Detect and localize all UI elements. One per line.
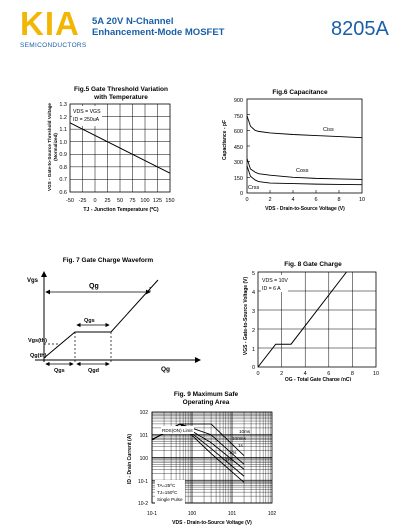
fig6-y-tick-label: 900 bbox=[233, 98, 243, 104]
fig9-y-tick-label: 101 bbox=[139, 433, 148, 439]
fig9-y-tick-label: 10-2 bbox=[137, 501, 148, 507]
fig9-x-tick-label: 100 bbox=[187, 511, 197, 517]
fig6-chart bbox=[210, 84, 416, 219]
fig9-y-tick-label: 10-1 bbox=[137, 479, 148, 485]
fig5-xlabel: TJ - Junction Temperature (ºC) bbox=[83, 207, 159, 213]
fig9-y-tick-label: 102 bbox=[139, 410, 148, 416]
fig9-condition-2: TJ=150ºC bbox=[157, 490, 178, 495]
fig9-rds-label: RDS(ON) Limit bbox=[162, 428, 193, 433]
fig5-x-tick-label: 100 bbox=[140, 198, 150, 204]
fig6-x-tick-label: 10 bbox=[358, 197, 366, 203]
fig5-y-tick-labels bbox=[59, 102, 67, 196]
fig5-y-tick-label: 0.8 bbox=[59, 165, 67, 171]
product-title-line1: 5A 20V N-Channel bbox=[92, 16, 174, 27]
fig8-ylabel: VGS - Gate-to-Source Voltage (V) bbox=[243, 276, 249, 356]
fig9-label-1s: 1s bbox=[238, 443, 243, 448]
fig9-condition-3: Single Pulse bbox=[157, 497, 183, 502]
fig6-x-tick-label: 4 bbox=[291, 197, 295, 203]
fig8-title: Fig. 8 Gate Charge bbox=[284, 261, 342, 268]
fig6-y-tick-label: 0 bbox=[239, 191, 243, 197]
fig8-condition-1: VDS = 10V bbox=[262, 278, 288, 284]
fig5-chart bbox=[0, 78, 208, 223]
logo-text: KIA bbox=[20, 5, 80, 42]
fig8-condition-2: ID = 6 A bbox=[262, 286, 281, 292]
fig9-title-line2: Operating Area bbox=[182, 399, 230, 406]
fig5-y-tick-label: 1.2 bbox=[59, 115, 67, 121]
fig6-y-tick-label: 750 bbox=[233, 114, 243, 120]
fig6-xlabel: VDS - Drain-to-Source Voltage (V) bbox=[265, 206, 345, 212]
fig5-x-tick-label: 150 bbox=[165, 198, 175, 204]
fig5-y-tick-label: 0.6 bbox=[59, 190, 67, 196]
fig8-y-tick-label: 2 bbox=[251, 328, 255, 334]
fig9-label-10ms: 10ms bbox=[239, 429, 251, 434]
fig5-title-line2: with Temperature bbox=[94, 94, 148, 101]
fig6-label-ciss: Ciss bbox=[323, 127, 334, 133]
fig5-title-line1: Fig.5 Gate Threshold Variation bbox=[74, 86, 168, 93]
fig6-series-line bbox=[247, 116, 362, 138]
fig5-condition-2: ID = 250uA bbox=[73, 117, 100, 123]
fig6-x-tick-labels bbox=[245, 197, 365, 203]
fig6-series bbox=[247, 116, 362, 185]
fig8-y-tick-label: 0 bbox=[251, 365, 255, 371]
fig8-chart bbox=[225, 256, 416, 381]
fig7-qgs-label: Qgs bbox=[54, 368, 65, 374]
fig5-condition-1: VDS = VGS bbox=[73, 109, 101, 115]
fig7-vgsth-label: Vgs(th) bbox=[28, 338, 47, 344]
fig5-x-tick-label: 25 bbox=[104, 198, 111, 204]
fig9-y-tick-labels bbox=[138, 410, 148, 507]
fig5-y-tick-label: 0.7 bbox=[59, 177, 67, 183]
fig6-y-tick-label: 450 bbox=[233, 145, 243, 151]
fig6-y-tick-labels bbox=[234, 98, 243, 197]
fig5-x-tick-label: -50 bbox=[66, 198, 74, 204]
fig5-ylabel-line2: (Normalized) bbox=[53, 133, 58, 161]
fig5-x-tick-labels bbox=[66, 198, 175, 204]
fig6-x-tick-label: 8 bbox=[337, 197, 341, 203]
fig6-y-tick-label: 150 bbox=[233, 176, 243, 182]
fig7-title: Fig. 7 Gate Charge Waveform bbox=[62, 257, 154, 264]
fig9-label-dc: DC bbox=[226, 457, 233, 462]
fig8-x-tick-label: 0 bbox=[256, 371, 260, 377]
logo-subtitle: SEMICONDUCTORS bbox=[20, 42, 87, 49]
fig5-y-tick-label: 1.3 bbox=[59, 102, 67, 108]
fig6-label-coss: Coss bbox=[296, 168, 309, 174]
fig6-x-tick-label: 6 bbox=[314, 197, 318, 203]
fig9-x-tick-label: 10-1 bbox=[146, 511, 158, 517]
fig6-title: Fig.6 Capacitance bbox=[272, 89, 328, 96]
fig5-x-tick-label: 75 bbox=[129, 198, 136, 204]
fig7-qgd-label: Qgd bbox=[88, 368, 99, 374]
fig7-qg-axis-label: Qg bbox=[161, 366, 171, 373]
fig8-y-tick-label: 5 bbox=[251, 271, 255, 277]
part-number: 8205A bbox=[331, 18, 389, 40]
fig6-y-tick-label: 300 bbox=[233, 160, 243, 166]
fig8-x-tick-label: 8 bbox=[350, 371, 354, 377]
fig5-y-tick-label: 0.9 bbox=[59, 152, 67, 158]
fig6-y-tick-label: 600 bbox=[233, 129, 243, 135]
fig9-y-tick-label: 100 bbox=[139, 456, 148, 462]
fig9-x-tick-labels bbox=[147, 511, 276, 517]
fig8-y-tick-label: 3 bbox=[251, 309, 255, 315]
header bbox=[0, 0, 416, 58]
fig8-y-tick-labels bbox=[252, 271, 255, 371]
product-title-line2: Enhancement-Mode MOSFET bbox=[92, 27, 225, 38]
fig8-x-tick-label: 2 bbox=[280, 371, 284, 377]
fig9-title-line1: Fig. 9 Maximum Safe bbox=[173, 391, 239, 398]
fig7-qgs-top-label: Qgs bbox=[84, 318, 95, 324]
fig9-x-tick-label: 102 bbox=[267, 511, 277, 517]
fig8-xlabel: QG - Total Gate Charge (nC) bbox=[284, 377, 352, 381]
fig9-chart bbox=[110, 386, 310, 532]
fig9-x-tick-label: 101 bbox=[227, 511, 237, 517]
fig6-ylabel: Capacitance - pF bbox=[222, 119, 228, 161]
fig5-x-tick-label: -25 bbox=[78, 198, 87, 204]
fig9-xlabel: VDS - Drain-to-Source Voltage (V) bbox=[172, 520, 252, 526]
fig9-condition-1: TA=25ºC bbox=[157, 483, 176, 488]
fig9-ylabel: ID - Drain Current (A) bbox=[127, 434, 133, 484]
fig8-x-tick-label: 6 bbox=[327, 371, 331, 377]
fig8-y-tick-label: 4 bbox=[251, 290, 255, 296]
fig7-diagram bbox=[0, 252, 208, 377]
fig8-x-tick-label: 10 bbox=[372, 371, 380, 377]
fig7-qgth-label: Qg(th) bbox=[30, 353, 47, 359]
fig5-y-tick-label: 1.0 bbox=[59, 140, 67, 146]
fig8-y-tick-label: 1 bbox=[251, 347, 255, 353]
fig7-qg-label: Qg bbox=[89, 283, 99, 290]
fig6-x-tick-label: 2 bbox=[268, 197, 272, 203]
fig6-x-tick-label: 0 bbox=[245, 197, 249, 203]
fig9-label-100ms: 100ms bbox=[232, 436, 246, 441]
fig9-label-10s: 10s bbox=[229, 450, 237, 455]
fig7-vgs-label: Vgs bbox=[27, 278, 39, 284]
fig5-x-tick-label: 0 bbox=[93, 198, 97, 204]
fig5-x-tick-label: 125 bbox=[152, 198, 163, 204]
fig5-x-tick-label: 50 bbox=[116, 198, 124, 204]
fig5-y-tick-label: 1.1 bbox=[59, 127, 67, 133]
fig8-x-tick-label: 4 bbox=[303, 371, 307, 377]
fig6-label-crss: Crss bbox=[248, 185, 260, 191]
fig5-ylabel-line1: VGS - Gate-to-Source Threshold Voltage bbox=[47, 103, 52, 191]
